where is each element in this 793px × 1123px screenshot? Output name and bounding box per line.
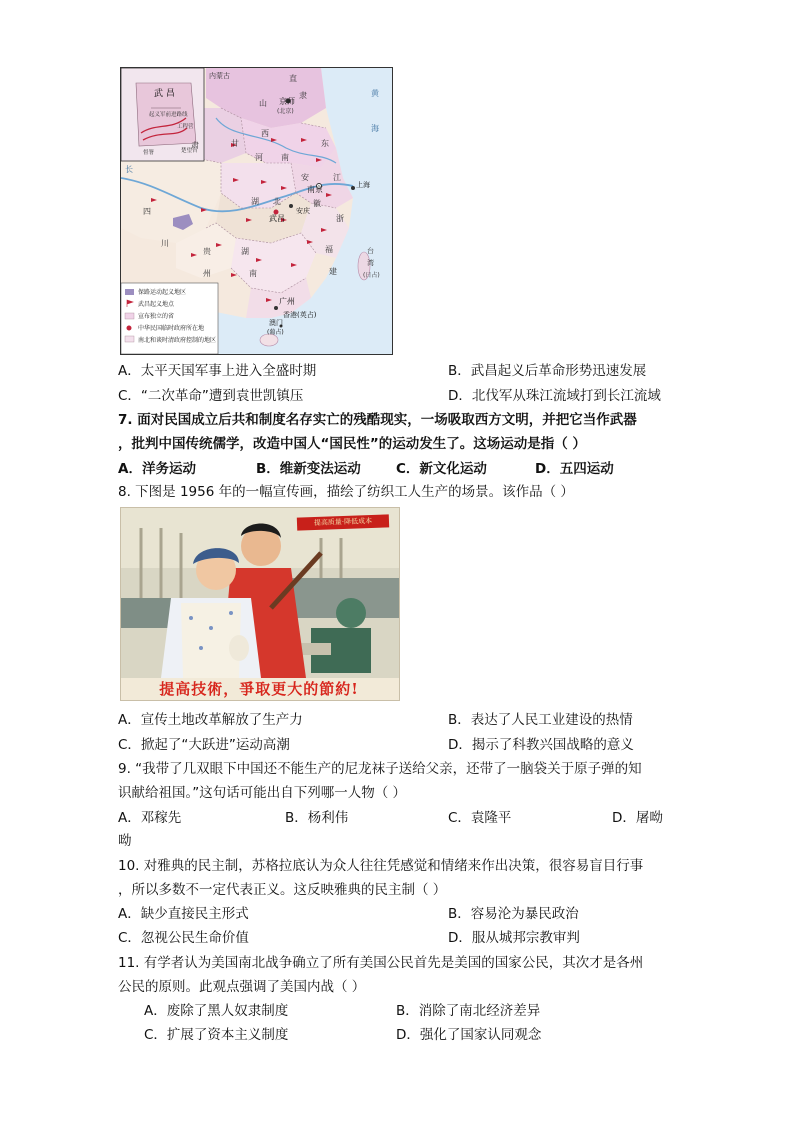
q7-option-d: D．五四运动 bbox=[535, 461, 614, 477]
q11-option-d: D．强化了国家认同观念 bbox=[396, 1027, 542, 1043]
map-label-henan2: 南 bbox=[281, 153, 289, 162]
map-label-an: 安 bbox=[301, 173, 309, 182]
map-legend-item: 宣布独立的省 bbox=[138, 313, 175, 320]
map-label-hubei2: 北 bbox=[273, 197, 281, 206]
q6-option-d: D．北伐军从珠江流域打到长江流域 bbox=[448, 388, 661, 404]
map-label-jingshi: 京师 bbox=[279, 97, 295, 106]
map-label-henan1: 河 bbox=[255, 153, 263, 162]
q6-option-c: C．“二次革命”遭到袁世凯镇压 bbox=[118, 388, 304, 404]
map-label-sichuan1: 四 bbox=[143, 207, 151, 216]
map-label-taiwan2: 湾 bbox=[367, 259, 374, 267]
q8-stem: 8. 下图是 1956 年的一幅宣传画，描绘了纺织工人生产的场景。该作品（ ） bbox=[118, 484, 574, 500]
map-legend-item: 南北和谈时清政府控制的地区 bbox=[138, 337, 217, 344]
poster-banner: 提高技術，爭取更大的節約! bbox=[159, 680, 359, 698]
poster-illustration bbox=[121, 508, 399, 700]
map-label-hubei1: 湖 bbox=[251, 197, 259, 206]
q10-stem-line2: ，所以多数不一定代表正义。这反映雅典的民主制（ ） bbox=[118, 882, 447, 898]
map-label-nanjing: 南京 bbox=[307, 185, 323, 194]
q7-option-a: A．洋务运动 bbox=[118, 461, 196, 477]
q10-option-c: C．忽视公民生命价值 bbox=[118, 930, 249, 946]
map-label-wuchang: 武昌 bbox=[269, 214, 285, 223]
map-label-xi1: 西 bbox=[261, 129, 269, 138]
map-label-aomen2: (葡占) bbox=[267, 329, 284, 336]
map-inset-sub: 起义军前进路线 bbox=[149, 112, 188, 118]
map-label-shan1: 山 bbox=[259, 99, 267, 108]
map-label-zhe: 浙 bbox=[336, 214, 344, 223]
q7-option-c: C．新文化运动 bbox=[396, 461, 487, 477]
map-legend-item: 武昌起义地点 bbox=[138, 301, 175, 308]
q9-option-d: D．屠呦 bbox=[612, 810, 663, 826]
map-label-hunan1: 湖 bbox=[241, 247, 249, 256]
map-label-sichuan2: 川 bbox=[161, 239, 169, 248]
q9-option-d-continued: 呦 bbox=[118, 833, 132, 849]
map-label-hunan2: 南 bbox=[249, 269, 257, 278]
map-inset-c: 督署 bbox=[143, 150, 155, 156]
q7-stem-line1: 7. 面对民国成立后共和制度名存实亡的残酷现实，一场吸取西方文明，并把它当作武器 bbox=[118, 412, 637, 428]
map-inset-b: 楚望台 bbox=[181, 148, 198, 154]
map-legend-item: 保路运动起义地区 bbox=[138, 289, 187, 296]
q6-option-b: B．武昌起义后革命形势迅速发展 bbox=[448, 363, 647, 379]
q8-option-c: C．掀起了“大跃进”运动高潮 bbox=[118, 737, 290, 753]
map-label-fujian2: 建 bbox=[329, 267, 337, 276]
map-label-shandong: 东 bbox=[321, 139, 329, 148]
map-label-jiang: 江 bbox=[333, 173, 341, 182]
q9-option-a: A．邓稼先 bbox=[118, 810, 182, 826]
propaganda-poster bbox=[120, 507, 400, 701]
q8-option-b: B．表达了人民工业建设的热情 bbox=[448, 712, 633, 728]
map-label-shanghai: 上海 bbox=[356, 181, 370, 189]
map-label-guizhou1: 贵 bbox=[203, 247, 211, 256]
q9-option-b: B．杨利伟 bbox=[285, 810, 349, 826]
map-label-beijing: (北京) bbox=[277, 108, 294, 115]
q11-option-c: C．扩展了资本主义制度 bbox=[144, 1027, 289, 1043]
map-label-li: 隶 bbox=[299, 91, 307, 100]
map-label-taiwan3: (日占) bbox=[363, 272, 380, 279]
map-label-fujian1: 福 bbox=[325, 245, 333, 254]
q10-option-b: B．容易沦为暴民政治 bbox=[448, 906, 579, 922]
q10-option-d: D．服从城邦宗教审判 bbox=[448, 930, 580, 946]
map-label-gan: 甘 bbox=[231, 139, 239, 148]
q7-stem-line2: ，批判中国传统儒学，改造中国人“国民性”的运动发生了。这场运动是指（ ） bbox=[118, 436, 586, 452]
map-label-taiwan1: 台 bbox=[367, 247, 374, 255]
map-label-su: 肃 bbox=[191, 141, 199, 150]
map-label-sea1: 黄 bbox=[371, 89, 379, 98]
map-legend-item: 中华民国临时政府所在地 bbox=[138, 325, 205, 332]
q10-stem-line1: 10. 对雅典的民主制，苏格拉底认为众人往往凭感觉和情绪来作出决策，很容易盲目行事 bbox=[118, 858, 644, 874]
q11-stem-line2: 公民的原则。此观点强调了美国内战（ ） bbox=[118, 979, 366, 995]
q9-option-c: C．袁隆平 bbox=[448, 810, 512, 826]
q9-stem-line2: 识献给祖国。”这句话可能出自下列哪一人物（ ） bbox=[118, 785, 407, 801]
q9-stem-line1: 9. “我带了几双眼下中国还不能生产的尼龙袜子送给父亲，还带了一脑袋关于原子弹的知 bbox=[118, 761, 642, 777]
map-inset-title: 武 昌 bbox=[154, 89, 175, 99]
map-label-aomen: 澳门 bbox=[269, 319, 283, 327]
map-label-neimenggu: 内蒙古 bbox=[209, 72, 230, 80]
map-label-sea2: 海 bbox=[371, 124, 379, 133]
q7-option-b: B．维新变法运动 bbox=[256, 461, 361, 477]
revolution-map bbox=[120, 67, 393, 355]
map-label-hui: 徽 bbox=[313, 199, 321, 208]
map-label-anqing: 安庆 bbox=[296, 207, 310, 215]
q8-option-d: D．揭示了科教兴国战略的意义 bbox=[448, 737, 634, 753]
poster-slogan: 提高质量·降低成本 bbox=[297, 514, 389, 530]
map-label-guangzhou: 广州 bbox=[279, 297, 295, 306]
q8-option-a: A．宣传土地改革解放了生产力 bbox=[118, 712, 303, 728]
q11-option-a: A．废除了黑人奴隶制度 bbox=[144, 1003, 289, 1019]
q11-stem-line1: 11. 有学者认为美国南北战争确立了所有美国公民首先是美国的国家公民，其次才是各州 bbox=[118, 955, 644, 971]
map-label-zhi: 直 bbox=[289, 74, 297, 83]
map-label-guizhou2: 州 bbox=[203, 269, 211, 278]
q10-option-a: A．缺少直接民主形式 bbox=[118, 906, 249, 922]
map-label-chang: 长 bbox=[125, 165, 133, 174]
map-label-xianggang: 香港(英占) bbox=[283, 311, 317, 319]
map-inset-a: 工程营 bbox=[177, 124, 194, 130]
q11-option-b: B．消除了南北经济差异 bbox=[396, 1003, 541, 1019]
q6-option-a: A．太平天国军事上进入全盛时期 bbox=[118, 363, 317, 379]
